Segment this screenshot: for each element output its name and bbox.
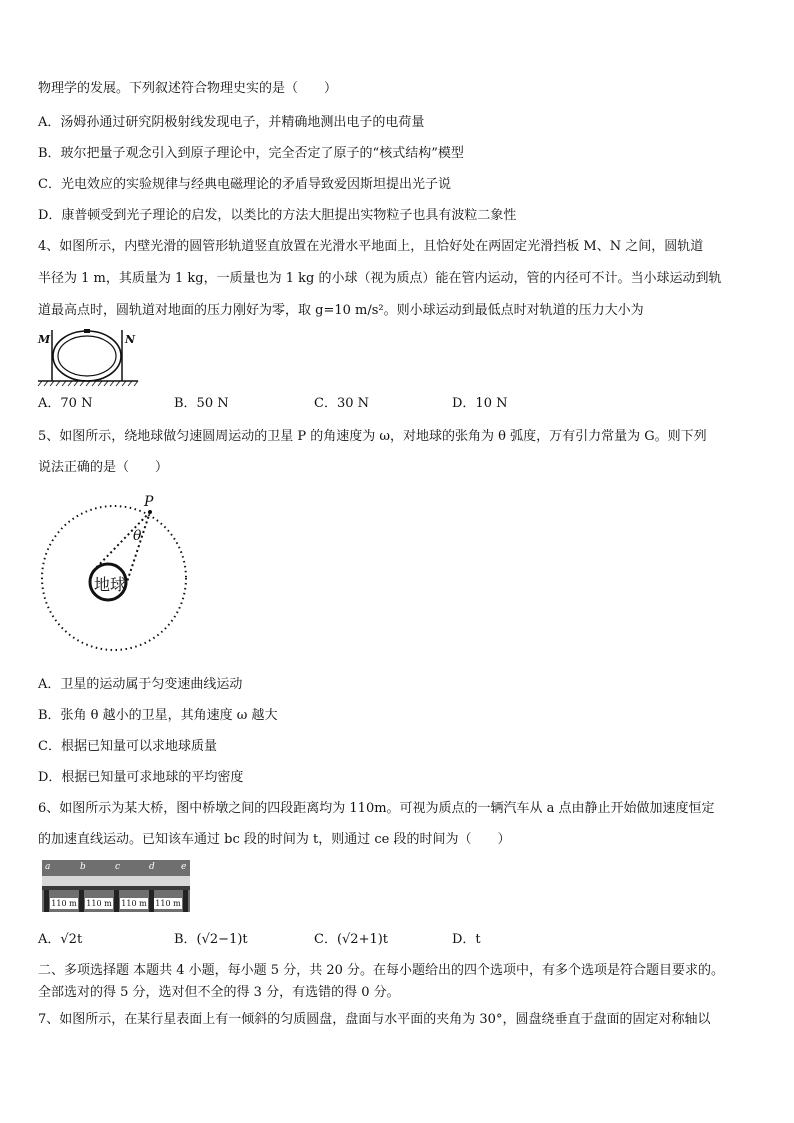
q6-segment-bc: 110 m — [86, 899, 112, 908]
q6-segment-cd: 110 m — [121, 899, 147, 908]
q5-option-b: B．张角 θ 越小的卫星，其角速度 ω 越大 — [38, 708, 278, 723]
q6-option-b: B．(√2−1)t — [174, 932, 248, 947]
q3-option-a: A．汤姆孙通过研究阴极射线发现电子，并精确地测出电子的电荷量 — [38, 115, 425, 130]
q6-bridge-figure — [42, 860, 190, 912]
q6-point-d: d — [149, 862, 155, 872]
q4-label-n: N — [125, 333, 136, 346]
q6-segment-de: 110 m — [155, 899, 181, 908]
q3-stem: 物理学的发展。下列叙述符合物理史实的是（ ） — [38, 81, 338, 96]
q4-line2: 半径为 1 m，其质量为 1 kg，一质量也为 1 kg 的小球（视为质点）能在管内运动，管的内径可不计。当小球运动到轨 — [38, 271, 722, 286]
q6-segment-ab: 110 m — [51, 899, 77, 908]
q6-point-e: e — [181, 862, 187, 872]
q4-label-m: M — [38, 333, 51, 346]
q3-option-b: B．玻尔把量子观念引入到原子理论中，完全否定了原子的“核式结构”模型 — [38, 146, 464, 161]
q6-line2: 的加速直线运动。已知该车通过 bc 段的时间为 t，则通过 ce 段的时间为（ ） — [38, 832, 511, 847]
q4-option-c: C．30 N — [314, 396, 369, 411]
section2-line1: 二、多项选择题 本题共 4 小题，每小题 5 分，共 20 分。在每小题给出的四个选项中，有多个选项是符合题目要求的。 — [38, 963, 725, 978]
q5-line2: 说法正确的是（ ） — [38, 460, 169, 475]
q6-point-c: c — [115, 862, 121, 872]
q3-option-d: D．康普顿受到光子理论的启发，以类比的方法大胆提出实物粒子也具有波粒二象性 — [38, 208, 517, 223]
q6-point-a: a — [45, 862, 51, 872]
q6-option-d: D．t — [452, 932, 481, 947]
q4-option-a: A．70 N — [38, 396, 93, 411]
q5-option-c: C．根据已知量可以求地球质量 — [38, 739, 217, 754]
q5-label-theta: θ — [133, 528, 142, 544]
q5-option-a: A．卫星的运动属于匀变速曲线运动 — [38, 677, 243, 692]
q6-option-a: A．√2t — [38, 932, 83, 947]
q3-option-c: C．光电效应的实验规律与经典电磁理论的矛盾导致爱因斯坦提出光子说 — [38, 177, 451, 192]
section2-line2: 全部选对的得 5 分，选对但不全的得 3 分，有选错的得 0 分。 — [38, 985, 400, 1000]
q5-line1: 5、如图所示，绕地球做匀速圆周运动的卫星 P 的角速度为 ω，对地球的张角为 θ 弧度，万有引力常量为 G。则下列 — [38, 429, 707, 444]
q7-line1: 7、如图所示，在某行星表面上有一倾斜的匀质圆盘，盘面与水平面的夹角为 30°，圆盘绕垂直于盘面的固定对称轴以 — [38, 1012, 711, 1027]
q6-line1: 6、如图所示为某大桥，图中桥墩之间的四段距离均为 110m。可视为质点的一辆汽车从 a 点由静止开始做加速度恒定 — [38, 801, 715, 816]
q4-line1: 4、如图所示，内壁光滑的圆管形轨道竖直放置在光滑水平地面上，且恰好处在两固定光滑挡板 M、N 之间，圆轨道 — [38, 239, 704, 254]
q5-label-p: P — [144, 494, 154, 510]
q5-option-d: D．根据已知量可求地球的平均密度 — [38, 770, 244, 785]
q4-option-b: B．50 N — [174, 396, 229, 411]
q6-point-b: b — [80, 862, 86, 872]
q5-label-earth: 地球 — [94, 575, 127, 594]
q4-option-d: D．10 N — [452, 396, 508, 411]
q4-line3: 道最高点时，圆轨道对地面的压力刚好为零，取 g=10 m/s²。则小球运动到最低点时对轨道的压力大小为 — [38, 303, 644, 318]
q6-option-c: C．(√2+1)t — [314, 932, 389, 947]
